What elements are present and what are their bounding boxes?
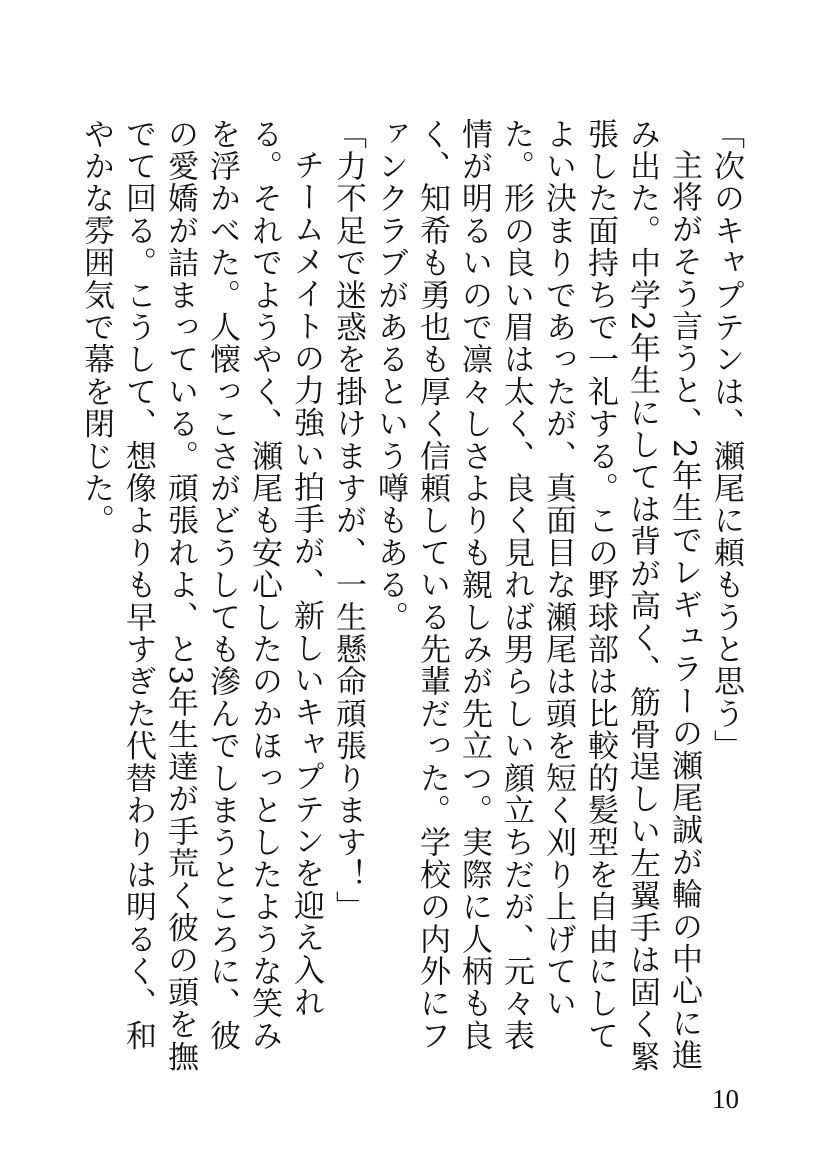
dialogue-line: 「次のキャプテンは、瀬尾に頼もうと思う」 — [708, 118, 744, 762]
vertical-body-text — [75, 118, 747, 1078]
narration-paragraph: 主将がそう言うと、2年生でレギュラーの瀬尾誠が輪の中心に進み出た。中学2年生にしては背が高く、筋骨逞しい左翼手は固く緊張した面持ちで一礼する。この野球部は比較的髪型を自由にしてよい決まりであったが、真面目な瀬尾は頭を短く刈り上げていた。形の良い眉は太く、良く見れば男らしい顔立ちだが、元々表情が明るいので凛々しさよりも親しみが先立つ。実際に人柄も良く、知希も勇也も厚く信頼している先輩だった。学校の内外にファンクラブがあるという噂もある。 — [372, 118, 702, 1073]
dialogue-line: 「力不足で迷惑を掛けますが、一生懸命頑張ります！」 — [330, 118, 366, 923]
narration-paragraph: チームメイトの力強い拍手が、新しいキャプテンを迎え入れる。それでようやく、瀬尾も安心したのかほっとしたような笑みを浮かべた。人懐っこさがどうしても滲んでしまうところに、彼の愛嬌が詰まっている。頑張れよ、と3年生達が手荒く彼の頭を撫でて回る。こうして、想像よりも早すぎた代替わりは明るく、和やかな雰囲気で幕を閉じた。 — [78, 118, 324, 1073]
page-number: 10 — [712, 1084, 739, 1114]
